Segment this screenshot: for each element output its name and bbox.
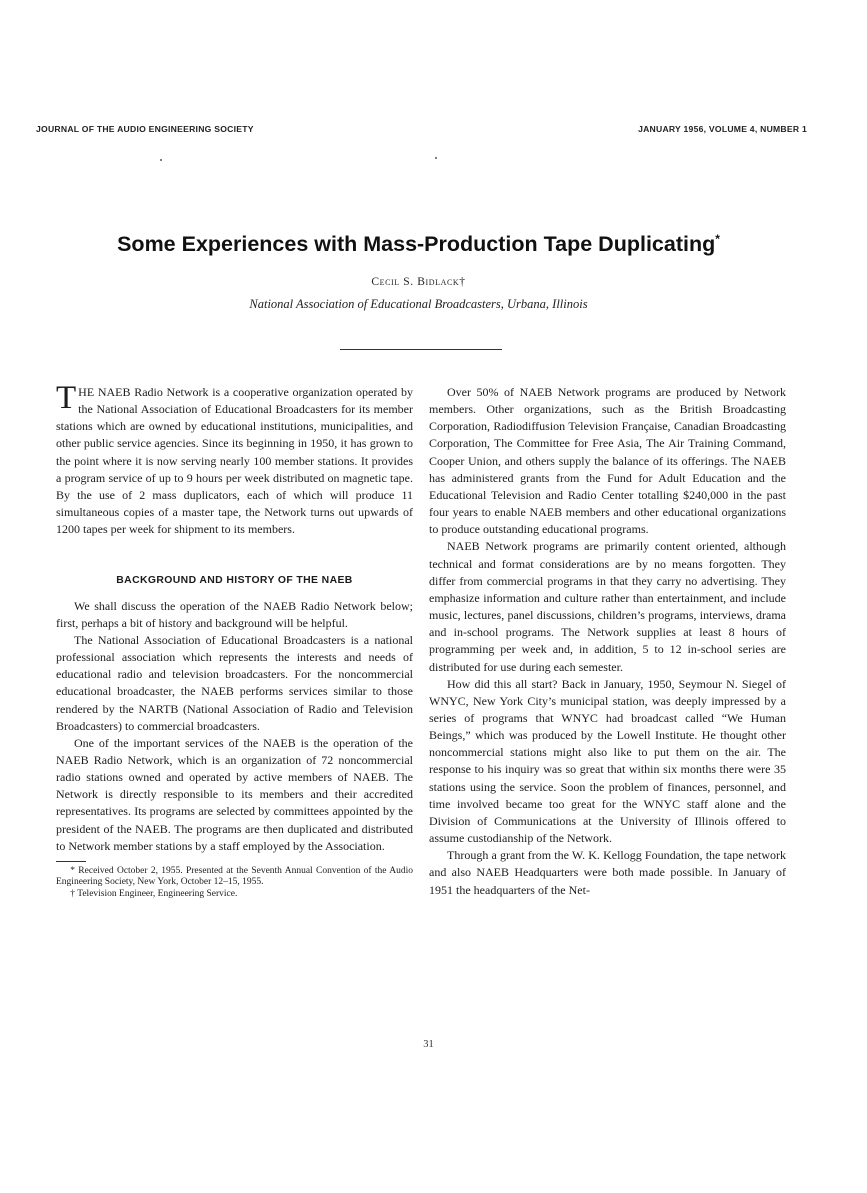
body-paragraph: We shall discuss the operation of the NAEB Radio Network below; first, perhaps a bit of history and background will be helpful. bbox=[56, 598, 413, 630]
scan-speck bbox=[435, 157, 437, 159]
left-column bbox=[56, 380, 413, 900]
intro-text: HE NAEB Radio Network is a cooperative organization operated by the National Association of Educational Broadcasters for its member stations which are owned by educational institutions, municipalities, and other public service agencies. Since its beginning in 1950, it has grown to the point where it is now serving nearly 100 member stations. It provides a program service of up to 9 hours per week distributed on magnetic tape. By the use of 2 mass duplicators, each of which will produce 11 simultaneous copies of a master tape, the Network turns out upwards of 1200 tapes per week for shipment to its members. bbox=[56, 385, 413, 537]
intro-paragraph bbox=[56, 380, 413, 538]
body-paragraph: NAEB Network programs are primarily content oriented, although technical and format considerations are by no means forgotten. They differ from commercial programs in that they carry no advertising. They emphasize information and culture rather than entertainment, and include music, lectures, panel discussions, children’s programs, interviews, drama and in-school programs. The Network supplies at least 8 hours of programming per week and, in addition, 5 to 12 in-school series are distributed for use during each semester. bbox=[429, 539, 786, 674]
title-footnote-mark: * bbox=[715, 232, 720, 246]
footnote: † Television Engineer, Engineering Service. bbox=[70, 888, 238, 899]
section-heading: BACKGROUND AND HISTORY OF THE NAEB bbox=[116, 575, 353, 587]
author-line bbox=[0, 276, 837, 288]
body-paragraph: How did this all start? Back in January, 1950, Seymour N. Siegel of WNYC, New York City’s municipal station, was deeply impressed by a series of programs that WNYC had broadcast called “We Human Beings,” which was produced by the Lowell Institute. He thought other noncommercial stations might also like to put them on the air. The response to his inquiry was so great that within six months there were 35 stations using the service. Soon the problem of finances, personnel, and time involved became too great for the WNYC staff alone and the Division of Communications at the University of Illinois offered to assume custodianship of the Network. bbox=[429, 676, 786, 846]
footnote: * Received October 2, 1955. Presented at the Seventh Annual Convention of the Audio Engineering Society, New York, October 12–15, 1955. bbox=[56, 865, 413, 888]
author-footnote-mark: † bbox=[459, 276, 466, 288]
page-number: 31 bbox=[423, 1039, 434, 1050]
article-title bbox=[0, 232, 837, 257]
body-paragraph: The National Association of Educational Broadcasters is a national professional association which represents the interests and needs of educational radio and television broadcasters. For the noncommercial educational broadcaster, the NAEB performs services similar to those rendered by the NARTB (National Association of Radio and Television Broadcasters) to commercial broadcasters. bbox=[56, 632, 413, 733]
scan-speck bbox=[160, 159, 162, 161]
author-affiliation: National Association of Educational Broadcasters, Urbana, Illinois bbox=[249, 297, 588, 311]
running-head-journal: JOURNAL OF THE AUDIO ENGINEERING SOCIETY bbox=[36, 124, 254, 134]
running-head-issue: JANUARY 1956, VOLUME 4, NUMBER 1 bbox=[638, 124, 807, 134]
body-paragraph: One of the important services of the NAEB is the operation of the NAEB Radio Network, which is an organization of 72 noncommercial radio stations owned and operated by active members of NAEB. The Network is directly responsible to its members and their accredited representatives. Its programs are selected by committees appointed by the president of the NAEB. The programs are then duplicated and distributed to Network member stations by a staff employed by the Association. bbox=[56, 735, 413, 853]
body-paragraph: Through a grant from the W. K. Kellogg Foundation, the tape network and also NAEB Headquarters were both made possible. In January of 1951 the headquarters of the Net- bbox=[429, 848, 786, 897]
title-rule bbox=[340, 349, 502, 350]
article-title-text: Some Experiences with Mass-Production Tape Duplicating bbox=[117, 232, 716, 257]
drop-cap: T bbox=[56, 380, 77, 416]
right-column bbox=[429, 384, 786, 899]
author-name: Cecil S. Bidlack bbox=[371, 276, 460, 288]
body-paragraph: Over 50% of NAEB Network programs are produced by Network members. Other organizations, such as the British Broadcasting Corporation, Radiodiffusion Television Française, Canadian Broadcasting Corporation, The Committee for Free Asia, The Air Training Command, Cooper Union, and others supply the balance of its offerings. The NAEB has administered grants from the Fund for Adult Education and the Educational Television and Radio Center totalling $240,000 in the past four years to enable NAEB members and other educational organizations to produce outstanding educational programs. bbox=[429, 385, 786, 537]
footnote-rule bbox=[56, 861, 86, 862]
